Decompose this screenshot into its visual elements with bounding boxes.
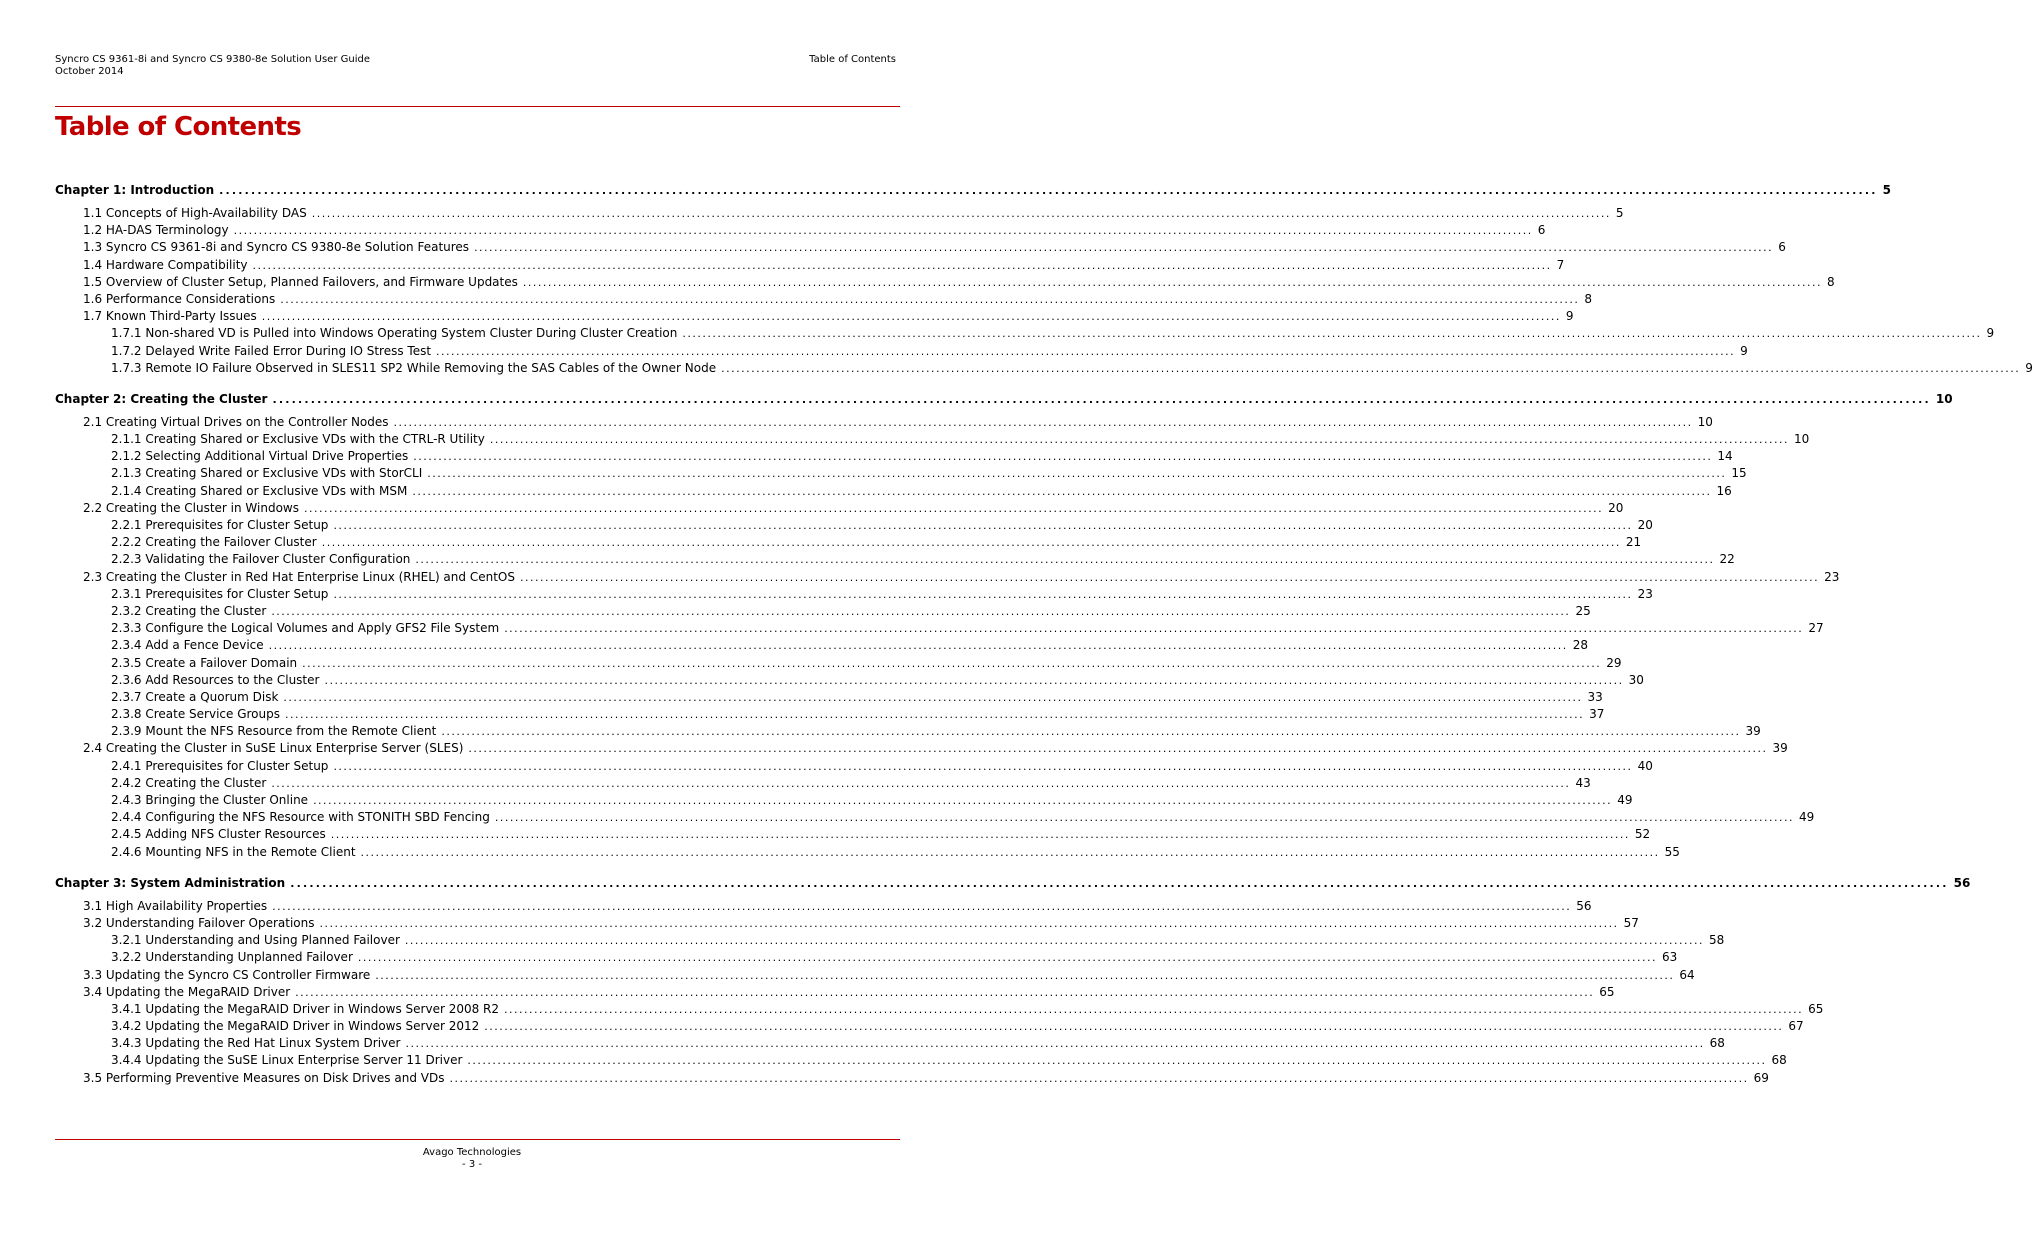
toc-entry-label: 1.6 Performance Considerations <box>83 291 276 306</box>
toc-entry-page: 57 <box>1623 915 1639 930</box>
toc-entry[interactable] <box>55 621 1824 638</box>
toc-entry-page: 9 <box>2025 360 2033 375</box>
toc-entry-page: 6 <box>1778 240 1786 255</box>
toc-dot-leader: .................................................................................................................................................................................................................................................................... <box>484 1020 1784 1034</box>
toc-entry[interactable] <box>55 223 1546 240</box>
toc-entry[interactable] <box>55 775 1591 793</box>
toc-entry[interactable] <box>55 586 1653 604</box>
toc-dot-leader: .................................................................................................................................................................................................................................................................... <box>494 811 1794 825</box>
toc-entry-label: 3.4.2 Updating the MegaRAID Driver in Windows Server 2012 <box>111 1019 480 1034</box>
toc-dot-leader: .................................................................................................................................................................................................................................................................... <box>271 604 1571 618</box>
toc-dot-leader: .................................................................................................................................................................................................................................................................... <box>311 207 1611 220</box>
toc-entry-page: 6 <box>1537 223 1546 238</box>
running-header-section: Table of Contents <box>809 54 896 65</box>
toc-entry-label: 1.1 Concepts of High-Availability DAS <box>83 206 307 220</box>
toc-entry-page: 43 <box>1575 775 1591 790</box>
toc-entry[interactable] <box>55 655 1622 673</box>
toc-entry-page: 65 <box>1599 984 1615 999</box>
toc-entry[interactable] <box>55 206 1624 223</box>
toc-entry-label: 1.3 Syncro CS 9361-8i and Syncro CS 9380-8e Solution Features <box>83 240 470 255</box>
toc-entry-page: 49 <box>1798 810 1815 825</box>
toc-dot-leader: .................................................................................................................................................................................................................................................................... <box>393 415 1693 429</box>
toc-entry-label: 2.3.8 Create Service Groups <box>111 707 280 722</box>
toc-entry-label: 3.3 Updating the Syncro CS Controller Firmware <box>83 967 371 982</box>
toc-dot-leader: .................................................................................................................................................................................................................................................................... <box>321 536 1621 550</box>
toc-entry[interactable] <box>55 466 1747 483</box>
toc-entry-label: 2.1 Creating Virtual Drives on the Controller Nodes <box>83 414 389 429</box>
toc-entry[interactable] <box>55 535 1642 552</box>
toc-entry-label: 2.4.2 Creating the Cluster <box>111 775 267 790</box>
toc-entry[interactable] <box>55 326 1995 343</box>
toc-entry[interactable] <box>55 432 1810 449</box>
toc-entry[interactable] <box>55 360 2033 378</box>
toc-dot-leader: .................................................................................................................................................................................................................................................................... <box>304 501 1604 515</box>
toc-entry-label: 2.3 Creating the Cluster in Red Hat Enterprise Linux (RHEL) and CentOS <box>83 569 515 584</box>
toc-entry-page: 28 <box>1572 638 1589 653</box>
toc-dot-leader: .................................................................................................................................................................................................................................................................... <box>302 656 1602 670</box>
footer-page-number: - 3 - <box>462 1159 482 1170</box>
toc-entry-label: Chapter 3: System Administration <box>55 875 286 890</box>
toc-entry-label: 3.4 Updating the MegaRAID Driver <box>83 984 291 999</box>
toc-entry-page: 58 <box>1709 933 1725 948</box>
toc-entry-page: 23 <box>1637 586 1653 601</box>
toc-entry-page: 9 <box>1986 326 1995 341</box>
toc-dot-leader: .................................................................................................................................................................................................................................................................... <box>333 519 1633 532</box>
toc-entry[interactable] <box>55 240 1786 257</box>
toc-entry-page: 8 <box>1827 274 1835 289</box>
toc-entry-label: 2.3.9 Mount the NFS Resource from the Remote Client <box>111 724 437 739</box>
toc-dot-leader: .................................................................................................................................................................................................................................................................... <box>271 776 1571 790</box>
toc-dot-leader: .................................................................................................................................................................................................................................................................... <box>415 553 1715 567</box>
toc-dot-leader: .................................................................................................................................................................................................................................................................... <box>280 292 1580 306</box>
toc-entry-page: 25 <box>1575 603 1591 618</box>
toc-dot-leader: .................................................................................................................................................................................................................................................................... <box>252 258 1552 272</box>
toc-entry[interactable] <box>55 309 1574 326</box>
toc-entry-label: 1.2 HA-DAS Terminology <box>83 223 229 238</box>
toc-entry[interactable] <box>55 950 1678 967</box>
toc-entry-label: 2.4.5 Adding NFS Cluster Resources <box>111 827 326 842</box>
toc-entry-page: 23 <box>1824 569 1840 584</box>
toc-dot-leader: .................................................................................................................................................................................................................................................................... <box>504 1002 1804 1016</box>
toc-entry-page: 52 <box>1634 827 1651 842</box>
toc-entry-label: 2.4.6 Mounting NFS in the Remote Client <box>111 844 356 859</box>
toc-dot-leader: .................................................................................................................................................................................................................................................................... <box>436 344 1736 358</box>
toc-entry-page: 39 <box>1745 724 1761 739</box>
toc-entry[interactable] <box>55 414 1713 432</box>
toc-entry-label: 2.1.3 Creating Shared or Exclusive VDs with StorCLI <box>111 466 423 481</box>
toc-entry-page: 9 <box>1740 343 1748 358</box>
toc-entry-label: Chapter 1: Introduction <box>55 183 215 197</box>
toc-entry-page: 63 <box>1662 950 1678 965</box>
toc-entry-label: 2.3.7 Create a Quorum Disk <box>111 689 279 704</box>
toc-entry[interactable] <box>55 638 1589 655</box>
header-rule <box>55 106 900 107</box>
toc-dot-leader: .................................................................................................................................................................................................................................................................... <box>330 828 1630 842</box>
toc-chapter-entry[interactable] <box>55 391 1953 410</box>
toc-entry-label: 3.5 Performing Preventive Measures on Disk Drives and VDs <box>83 1070 445 1085</box>
toc-dot-leader: .................................................................................................................................................................................................................................................................... <box>290 876 1949 890</box>
toc-entry-page: 67 <box>1788 1019 1804 1034</box>
toc-entry-page: 22 <box>1719 552 1735 567</box>
toc-entry-page: 40 <box>1637 758 1653 773</box>
document-date: October 2014 <box>55 66 124 77</box>
toc-entry-label: 3.4.3 Updating the Red Hat Linux System Driver <box>111 1036 401 1051</box>
toc-dot-leader: .................................................................................................................................................................................................................................................................... <box>295 985 1595 999</box>
toc-entry[interactable] <box>55 257 1565 275</box>
toc-dot-leader: .................................................................................................................................................................................................................................................................... <box>474 241 1774 255</box>
toc-dot-leader: .................................................................................................................................................................................................................................................................... <box>441 725 1741 739</box>
toc-dot-leader: .................................................................................................................................................................................................................................................................... <box>283 690 1583 704</box>
toc-entry-page: 68 <box>1709 1036 1725 1051</box>
footer-rule <box>55 1139 900 1140</box>
toc-entry-label: 2.3.2 Creating the Cluster <box>111 603 267 618</box>
toc-entry-page: 20 <box>1637 518 1653 532</box>
toc-entry[interactable] <box>55 343 1748 361</box>
toc-entry-label: 1.7.3 Remote IO Failure Observed in SLES11 SP2 While Removing the SAS Cables of the Owner Node <box>111 360 717 375</box>
toc-entry-label: 3.4.4 Updating the SuSE Linux Enterprise Server 11 Driver <box>111 1053 463 1068</box>
toc-entry-label: 3.4.1 Updating the MegaRAID Driver in Windows Server 2008 R2 <box>111 1001 500 1016</box>
toc-dot-leader: .................................................................................................................................................................................................................................................................... <box>333 759 1633 773</box>
toc-entry-page: 39 <box>1772 741 1788 756</box>
toc-entry[interactable] <box>55 827 1651 844</box>
toc-entry[interactable] <box>55 844 1680 862</box>
toc-entry-page: 7 <box>1556 257 1565 272</box>
toc-dot-leader: .................................................................................................................................................................................................................................................................... <box>313 794 1613 807</box>
toc-dot-leader: .................................................................................................................................................................................................................................................................... <box>319 916 1619 930</box>
toc-entry[interactable] <box>55 689 1603 707</box>
toc-entry[interactable] <box>55 810 1815 827</box>
toc-entry-label: 3.2 Understanding Failover Operations <box>83 915 315 930</box>
toc-dot-leader: .................................................................................................................................................................................................................................................................... <box>272 392 1931 406</box>
toc-entry-label: 2.3.5 Create a Failover Domain <box>111 655 298 670</box>
toc-entry[interactable] <box>55 915 1639 933</box>
toc-entry-page: 9 <box>1565 309 1574 324</box>
toc-entry[interactable] <box>55 1001 1824 1019</box>
toc-entry-label: 3.2.2 Understanding Unplanned Failover <box>111 950 353 965</box>
toc-entry[interactable] <box>55 449 1733 466</box>
toc-entry[interactable] <box>55 1070 1769 1088</box>
toc-entry-label: 1.7.2 Delayed Write Failed Error During IO Stress Test <box>111 343 432 358</box>
toc-entry[interactable] <box>55 569 1840 587</box>
toc-entry[interactable] <box>55 291 1592 309</box>
toc-entry[interactable] <box>55 967 1695 985</box>
toc-entry-page: 29 <box>1606 655 1622 670</box>
toc-entry-page: 16 <box>1716 483 1732 498</box>
toc-entry-label: 3.2.1 Understanding and Using Planned Failover <box>111 933 400 948</box>
toc-entry-label: 1.5 Overview of Cluster Setup, Planned Failovers, and Firmware Updates <box>83 274 518 289</box>
toc-dot-leader: .................................................................................................................................................................................................................................................................... <box>375 968 1675 982</box>
toc-entry-page: 55 <box>1664 844 1680 859</box>
toc-entry-page: 5 <box>1882 183 1891 197</box>
table-of-contents <box>55 183 2033 1088</box>
toc-entry-page: 68 <box>1771 1053 1787 1068</box>
toc-dot-leader: .................................................................................................................................................................................................................................................................... <box>412 484 1712 498</box>
toc-entry[interactable] <box>55 672 1644 690</box>
toc-entry-label: 2.2.1 Prerequisites for Cluster Setup <box>111 518 329 532</box>
toc-dot-leader: .................................................................................................................................................................................................................................................................... <box>357 951 1657 965</box>
toc-dot-leader: .................................................................................................................................................................................................................................................................... <box>284 708 1585 722</box>
toc-dot-leader: .................................................................................................................................................................................................................................................................... <box>261 310 1561 324</box>
toc-entry-page: 37 <box>1589 707 1605 722</box>
toc-chapter-entry[interactable] <box>55 875 1971 894</box>
toc-entry[interactable] <box>55 898 1592 916</box>
toc-entry-label: 2.3.6 Add Resources to the Cluster <box>111 672 320 687</box>
toc-entry-label: 2.3.3 Configure the Logical Volumes and Apply GFS2 File System <box>111 621 500 636</box>
toc-entry-label: 2.2.3 Validating the Failover Cluster Configuration <box>111 552 411 567</box>
toc-dot-leader: .................................................................................................................................................................................................................................................................... <box>404 934 1705 948</box>
toc-entry-label: 2.4.3 Bringing the Cluster Online <box>111 793 309 807</box>
toc-dot-leader: .................................................................................................................................................................................................................................................................... <box>682 327 1982 341</box>
page-title: Table of Contents <box>55 112 302 142</box>
toc-entry[interactable] <box>55 933 1725 950</box>
toc-entry-label: 2.2 Creating the Cluster in Windows <box>83 500 299 515</box>
toc-dot-leader: .................................................................................................................................................................................................................................................................... <box>467 1054 1767 1068</box>
toc-entry[interactable] <box>55 483 1732 501</box>
footer-company: Avago Technologies <box>422 1147 522 1158</box>
toc-entry-label: 1.7 Known Third-Party Issues <box>83 309 257 324</box>
toc-entry[interactable] <box>55 1053 1787 1070</box>
toc-dot-leader: .................................................................................................................................................................................................................................................................... <box>427 467 1727 481</box>
toc-dot-leader: .................................................................................................................................................................................................................................................................... <box>519 570 1820 584</box>
toc-entry-label: 3.1 High Availability Properties <box>83 898 268 913</box>
toc-entry[interactable] <box>55 1019 1804 1036</box>
toc-dot-leader: .................................................................................................................................................................................................................................................................... <box>489 433 1789 447</box>
toc-dot-leader: .................................................................................................................................................................................................................................................................... <box>522 275 1823 289</box>
toc-dot-leader: .................................................................................................................................................................................................................................................................... <box>468 742 1768 756</box>
toc-entry-label: 2.1.1 Creating Shared or Exclusive VDs with the CTRL-R Utility <box>111 432 485 447</box>
toc-entry[interactable] <box>55 603 1591 621</box>
toc-entry[interactable] <box>55 758 1653 776</box>
toc-dot-leader: .................................................................................................................................................................................................................................................................... <box>333 587 1633 601</box>
toc-dot-leader: .................................................................................................................................................................................................................................................................... <box>268 639 1568 653</box>
toc-dot-leader: .................................................................................................................................................................................................................................................................... <box>272 899 1572 913</box>
toc-entry-page: 21 <box>1625 535 1642 550</box>
toc-entry-label: 1.4 Hardware Compatibility <box>83 257 248 272</box>
toc-entry[interactable] <box>55 984 1615 1002</box>
toc-entry-page: 56 <box>1576 898 1592 913</box>
toc-entry-label: 2.4.4 Configuring the NFS Resource with STONITH SBD Fencing <box>111 810 490 825</box>
toc-dot-leader: .................................................................................................................................................................................................................................................................... <box>233 224 1533 238</box>
toc-dot-leader: .................................................................................................................................................................................................................................................................... <box>219 184 1878 197</box>
toc-entry-page: 30 <box>1628 672 1644 687</box>
toc-entry-page: 65 <box>1808 1001 1824 1016</box>
toc-entry[interactable] <box>55 724 1761 741</box>
toc-entry-page: 10 <box>1793 432 1810 447</box>
toc-entry[interactable] <box>55 518 1653 535</box>
toc-entry-page: 27 <box>1808 621 1824 636</box>
toc-entry-label: 2.3.1 Prerequisites for Cluster Setup <box>111 586 329 601</box>
toc-dot-leader: .................................................................................................................................................................................................................................................................... <box>324 673 1624 687</box>
toc-entry[interactable] <box>55 274 1835 292</box>
toc-entry-label: 2.2.2 Creating the Failover Cluster <box>111 535 317 550</box>
toc-entry-label: Chapter 2: Creating the Cluster <box>55 391 268 406</box>
toc-entry-page: 20 <box>1608 500 1624 515</box>
toc-entry-page: 8 <box>1584 291 1592 306</box>
toc-entry-label: 1.7.1 Non-shared VD is Pulled into Windows Operating System Cluster During Cluster Creation <box>111 326 678 341</box>
toc-entry[interactable] <box>55 1036 1725 1053</box>
toc-entry-page: 15 <box>1731 466 1747 481</box>
toc-entry-label: 2.3.4 Add a Fence Device <box>111 638 264 653</box>
toc-entry-page: 33 <box>1587 689 1603 704</box>
document-title: Syncro CS 9361-8i and Syncro CS 9380-8e Solution User Guide <box>55 54 370 65</box>
toc-entry-label: 2.1.4 Creating Shared or Exclusive VDs with MSM <box>111 483 408 498</box>
toc-chapter-entry[interactable] <box>55 183 1891 201</box>
toc-entry[interactable] <box>55 707 1605 724</box>
toc-entry[interactable] <box>55 500 1624 518</box>
toc-entry-page: 69 <box>1753 1070 1769 1085</box>
toc-entry[interactable] <box>55 552 1735 569</box>
toc-entry-label: 2.4.1 Prerequisites for Cluster Setup <box>111 758 329 773</box>
toc-dot-leader: .................................................................................................................................................................................................................................................................... <box>360 845 1660 859</box>
toc-entry[interactable] <box>55 741 1788 758</box>
toc-entry-page: 49 <box>1617 793 1633 807</box>
toc-entry-page: 5 <box>1615 206 1624 220</box>
toc-entry-page: 10 <box>1935 391 1953 406</box>
toc-entry-label: 2.1.2 Selecting Additional Virtual Drive Properties <box>111 449 409 464</box>
toc-entry-label: 2.4 Creating the Cluster in SuSE Linux Enterprise Server (SLES) <box>83 741 464 756</box>
toc-entry-page: 56 <box>1953 875 1971 890</box>
toc-dot-leader: .................................................................................................................................................................................................................................................................... <box>405 1037 1705 1051</box>
running-header-left <box>55 54 370 78</box>
toc-entry-page: 64 <box>1679 967 1695 982</box>
toc-dot-leader: .................................................................................................................................................................................................................................................................... <box>449 1071 1749 1085</box>
toc-entry-page: 14 <box>1717 449 1733 464</box>
toc-dot-leader: .................................................................................................................................................................................................................................................................... <box>721 361 2021 375</box>
toc-entry-page: 10 <box>1697 414 1713 429</box>
toc-dot-leader: .................................................................................................................................................................................................................................................................... <box>413 450 1713 464</box>
toc-dot-leader: .................................................................................................................................................................................................................................................................... <box>504 622 1804 636</box>
toc-entry[interactable] <box>55 793 1633 810</box>
